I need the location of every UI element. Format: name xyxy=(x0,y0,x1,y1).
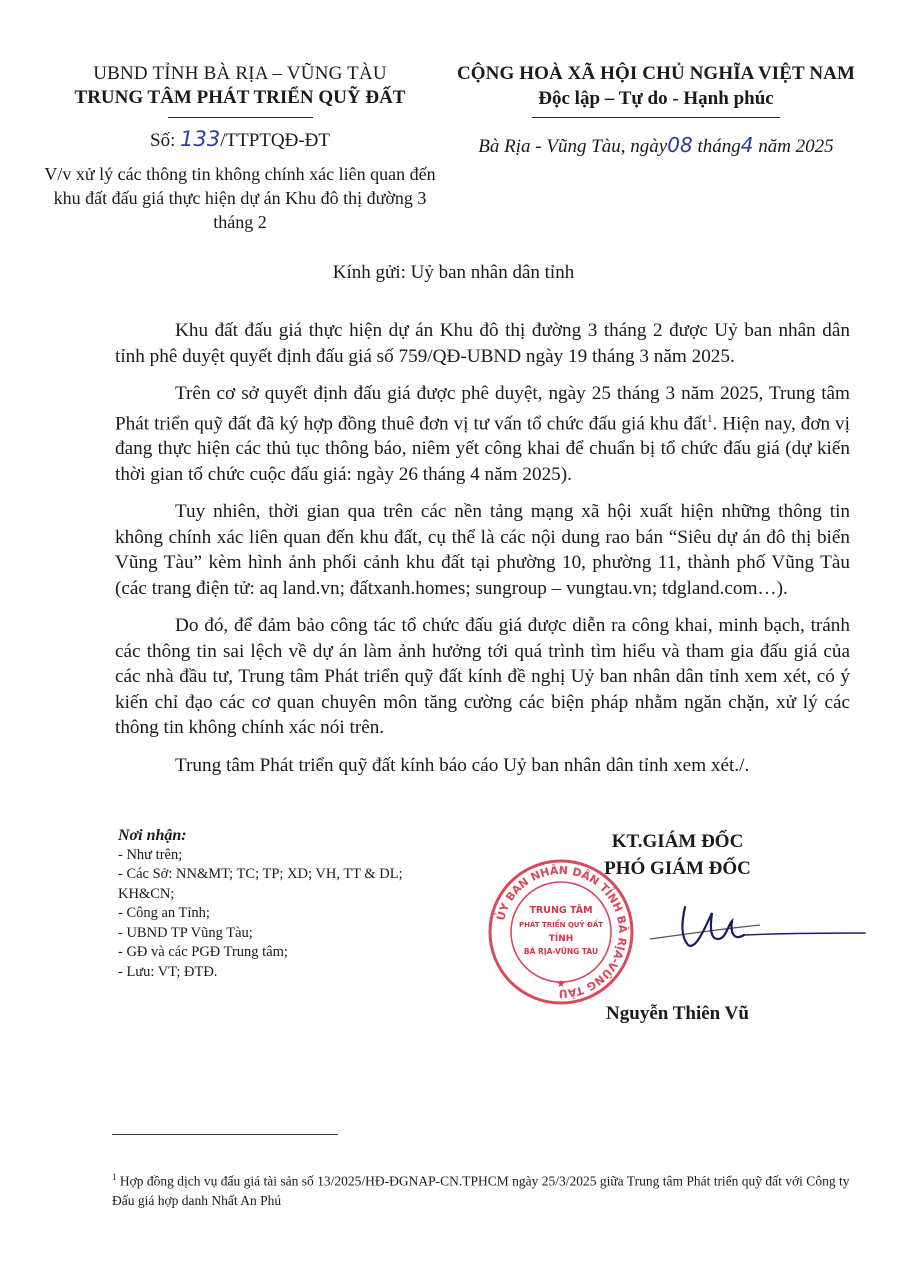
document-number-suffix: /TTPTQĐ-ĐT xyxy=(220,130,330,151)
date-year: năm 2025 xyxy=(758,136,834,157)
body-paragraph-2-part-b: . Hiện nay, đơn vị đang thực hiện các thủ tục thông báo, niêm yết công khai để chuẩn bị tổ chức đấu giá (dự kiến thời gian tổ chức cuộc đấu giá: ngày 26 tháng 4 năm 2025). xyxy=(115,412,850,485)
signer-name: Nguyễn Thiên Vũ xyxy=(606,1003,749,1024)
document-subject: V/v xử lý các thông tin không chính xác liên quan đến khu đất đấu giá thực hiện dự án Khu đô thị đường 3 tháng 2 xyxy=(44,164,436,232)
signer-title-2: PHÓ GIÁM ĐỐC xyxy=(604,858,751,879)
handwritten-signature-icon xyxy=(640,895,870,955)
date-month: 4 xyxy=(740,133,754,157)
motto-underline xyxy=(532,117,780,118)
date-prefix: Bà Rịa - Vũng Tàu, ngày xyxy=(478,136,668,157)
receiver-item: - Như trên; xyxy=(118,846,183,863)
receivers-list xyxy=(118,826,458,982)
seal-line-1: TRUNG TÂM xyxy=(529,905,593,916)
body-paragraph-5: Trung tâm Phát triển quỹ đất kính báo cáo Uỷ ban nhân dân tỉnh xem xét./. xyxy=(175,754,750,776)
receivers-items xyxy=(118,846,458,983)
receivers-title: Nơi nhận: xyxy=(118,827,187,844)
issuer-block xyxy=(40,62,440,110)
parent-organization: UBND TỈNH BÀ RỊA – VŨNG TÀU xyxy=(93,63,387,84)
nation-name: CỘNG HOÀ XÃ HỘI CHỦ NGHĨA VIỆT NAM xyxy=(456,63,856,84)
document-number-handwritten: 133 xyxy=(180,127,221,151)
footnote xyxy=(112,1168,852,1210)
body-paragraph-2 xyxy=(115,381,850,487)
body-paragraph-1: Khu đất đấu giá thực hiện dự án Khu đô thị đường 3 tháng 2 được Uỷ ban nhân dân tỉnh phê duyệt quyết định đấu giá số 759/QĐ-UBND ngày 19 tháng 3 năm 2025. xyxy=(115,320,850,367)
seal-line-2: PHÁT TRIỂN QUỸ ĐẤT xyxy=(518,921,604,929)
document-number xyxy=(40,126,440,154)
receiver-item: - GĐ và các PGĐ Trung tâm; xyxy=(118,944,288,960)
body-paragraph-3: Tuy nhiên, thời gian qua trên các nền tảng mạng xã hội xuất hiện những thông tin không chính xác liên quan đến khu đất, cụ thể là các nội dung rao bán “Siêu dự án đô thị biển Vũng Tàu” kèm hình ảnh phối cảnh khu đất tại phường 10, phường 11, thành phố Vũng Tàu (các trang điện tử: aq land.vn; đấtxanh.homes; sungroup – vungtau.vn; tdgland.com…). xyxy=(115,501,850,599)
national-heading xyxy=(432,62,880,112)
official-seal-icon xyxy=(486,857,636,1007)
receiver-item: - Công an Tỉnh; xyxy=(118,905,210,921)
issuer-underline xyxy=(168,117,313,118)
seal-line-4: BÀ RỊA-VŨNG TÀU xyxy=(523,947,599,956)
footnote-reference: 1 xyxy=(707,412,713,425)
date-month-label: tháng xyxy=(697,136,741,157)
date-day: 08 xyxy=(667,133,693,157)
receiver-item: - UBND TP Vũng Tàu; xyxy=(118,924,253,941)
national-motto: Độc lập – Tự do - Hạnh phúc xyxy=(538,88,774,109)
recipient-line: Kính gửi: Uỷ ban nhân dân tỉnh xyxy=(332,262,575,283)
signer-title-1: KT.GIÁM ĐỐC xyxy=(611,831,744,852)
footnote-number: 1 xyxy=(112,1172,117,1182)
place-and-date xyxy=(432,132,880,160)
receiver-item: - Các Sở: NN&MT; TC; TP; XD; VH, TT & DL; KH&CN; xyxy=(118,866,403,902)
letter-body xyxy=(115,318,850,790)
footnote-separator xyxy=(112,1134,338,1135)
document-number-label: Số: xyxy=(150,130,176,151)
body-paragraph-2-part-a: Trên cơ sở quyết định đấu giá được phê duyệt, ngày 25 tháng 3 năm 2025, Trung tâm Phát triển quỹ đất đã ký hợp đồng thuê đơn vị tư vấn tổ chức đấu giá khu đất xyxy=(115,383,850,434)
svg-text:★: ★ xyxy=(556,979,566,990)
organization-name: TRUNG TÂM PHÁT TRIỂN QUỸ ĐẤT xyxy=(74,87,406,108)
receiver-item: - Lưu: VT; ĐTĐ. xyxy=(118,963,218,980)
body-paragraph-4: Do đó, để đảm bảo công tác tổ chức đấu giá được diễn ra công khai, minh bạch, tránh các thông tin sai lệch về dự án làm ảnh hưởng tới quá trình tìm hiểu và tham gia đấu giá của các nhà đầu tư, Trung tâm Phát triển quỹ đất kính đề nghị Uỷ ban nhân dân tỉnh xem xét, có ý kiến chỉ đạo các cơ quan chuyên môn tăng cường các biện pháp nhằm ngăn chặn, xử lý các thông tin không chính xác nói trên. xyxy=(115,615,850,739)
footnote-text: Hợp đồng dịch vụ đấu giá tài sản số 13/2025/HĐ-ĐGNAP-CN.TPHCM ngày 25/3/2025 giữa Trung tâm Phát triển quỹ đất với Công ty Đấu giá hợp danh Nhất An Phú xyxy=(112,1173,850,1208)
seal-line-3: TỈNH xyxy=(548,934,574,944)
seal-ring-text: ỦY BAN NHÂN DÂN TỈNH BÀ RỊA-VŨNG TÀU xyxy=(494,863,630,1001)
